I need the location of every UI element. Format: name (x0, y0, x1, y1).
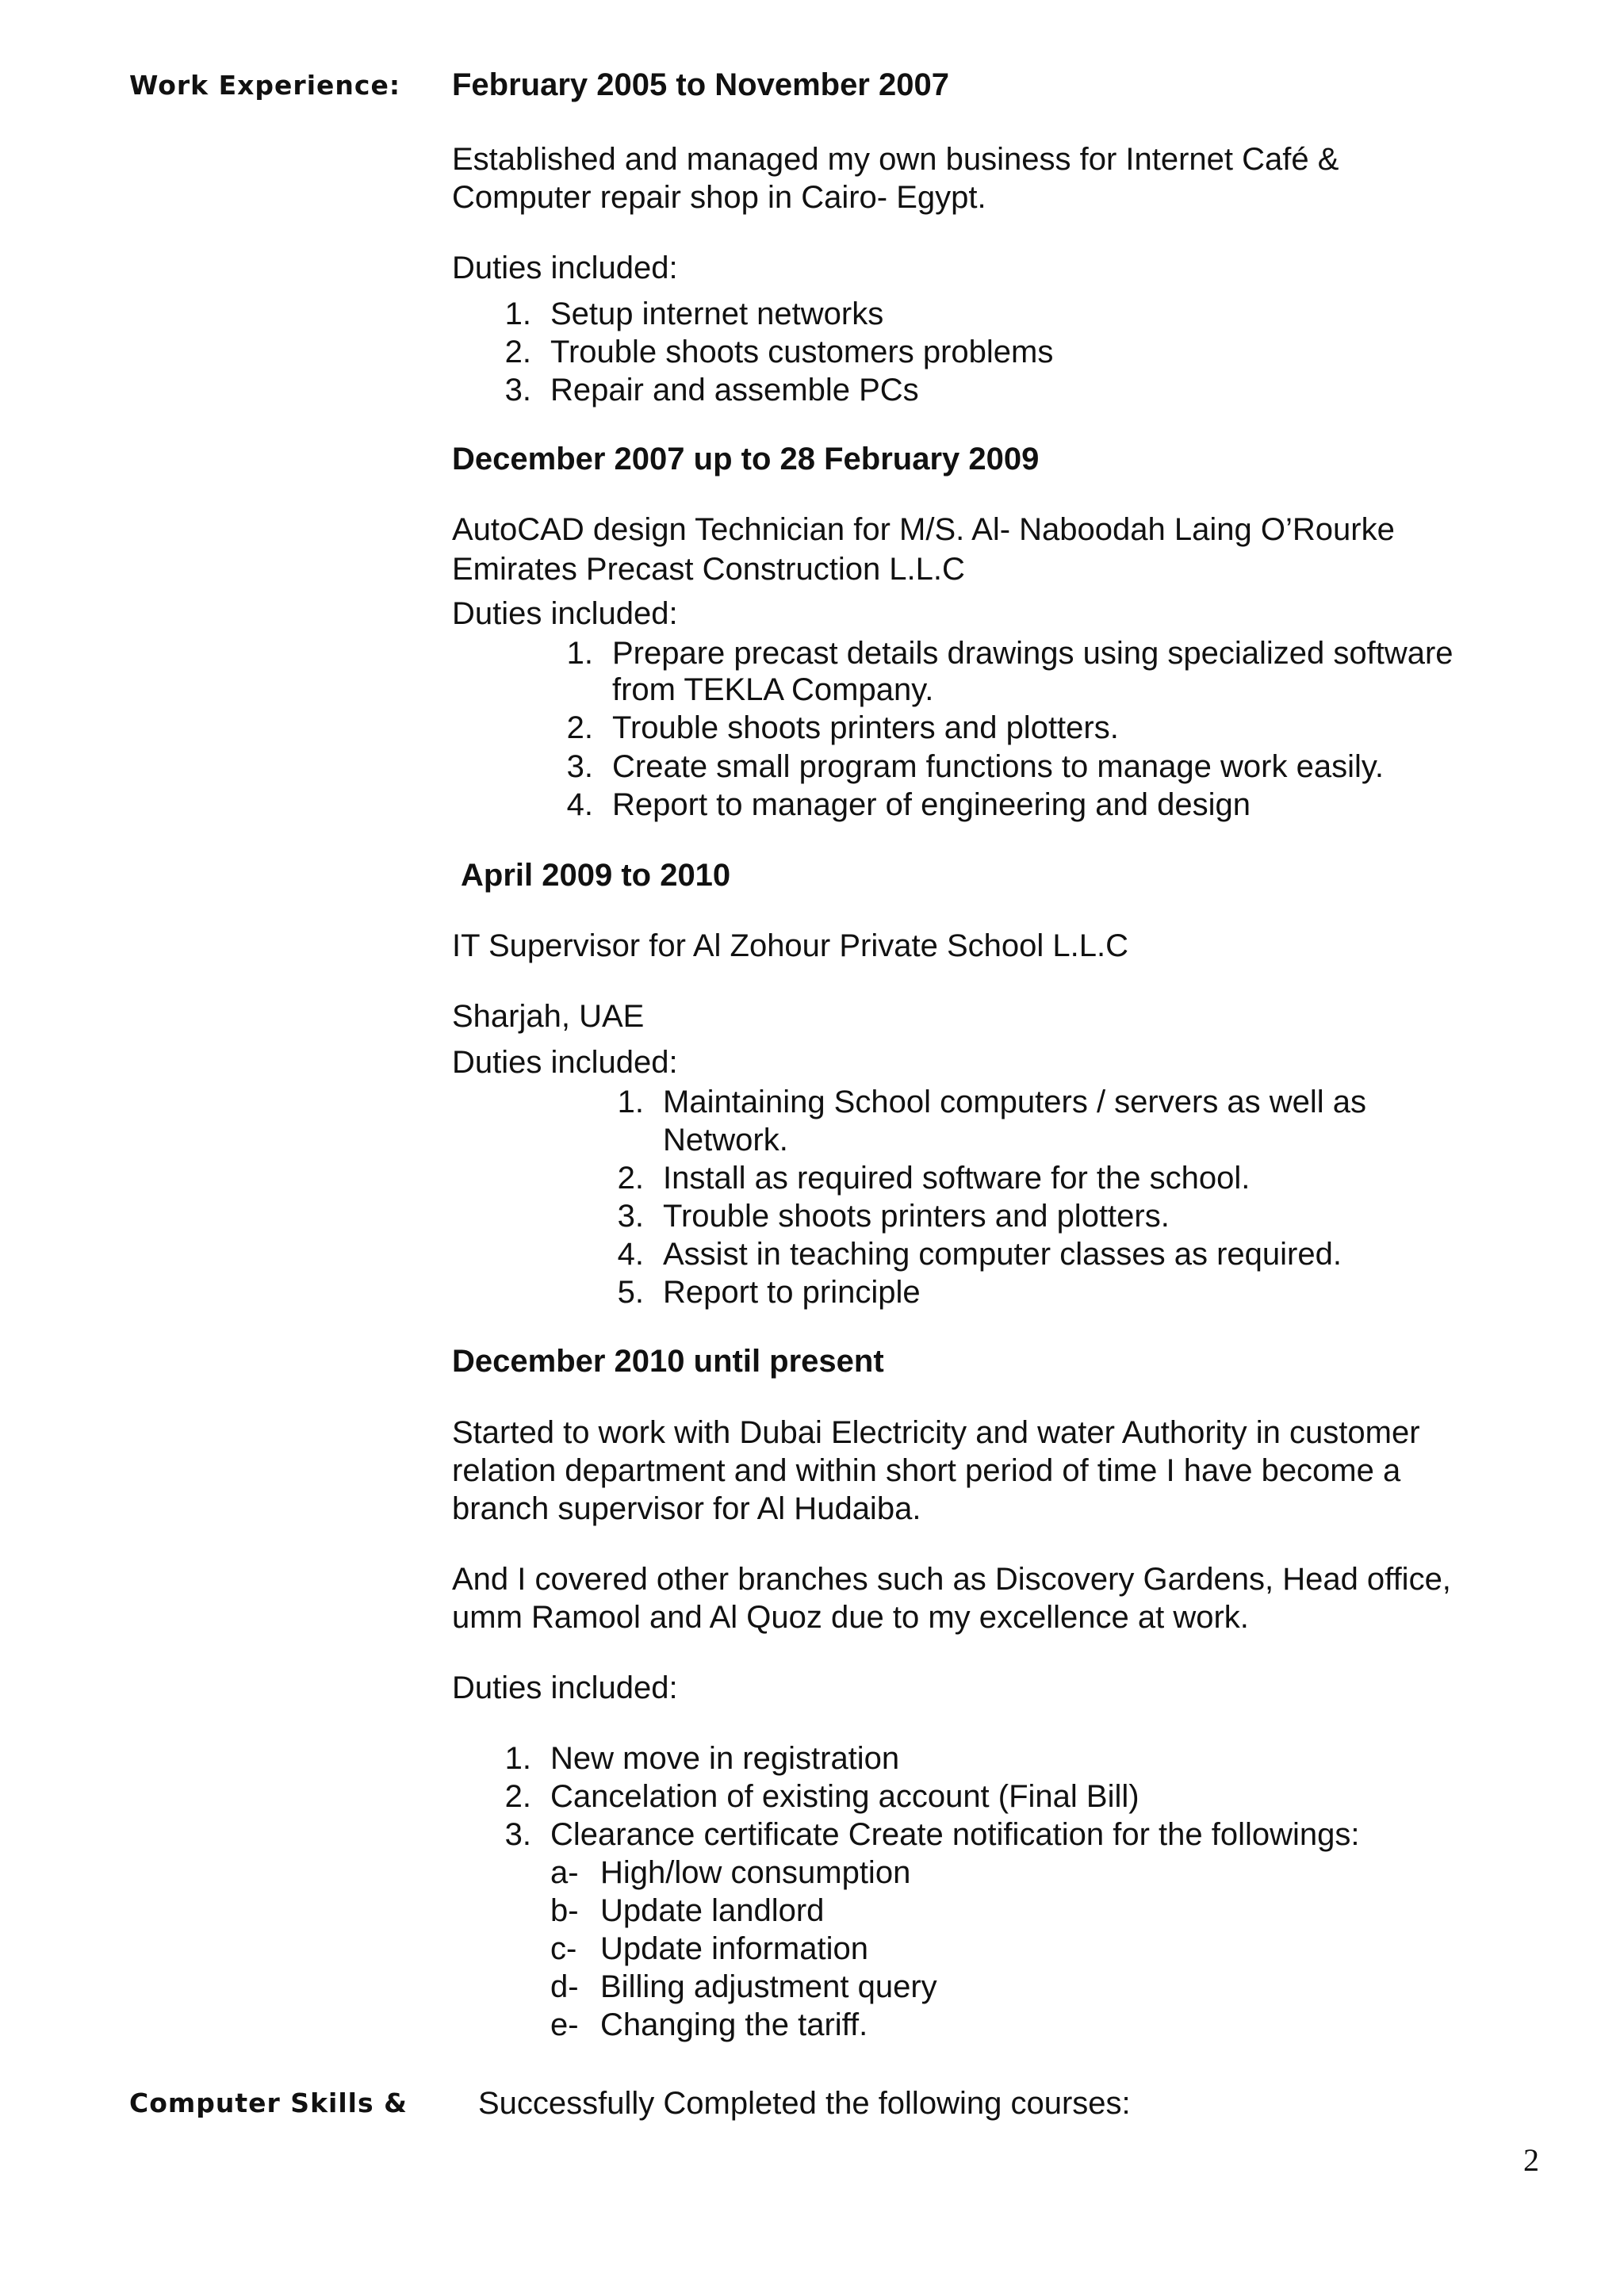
job-1-duty-1: Setup internet networks (550, 297, 884, 331)
job-3-duty-1-line-1: Maintaining School computers / servers as well as (663, 1085, 1367, 1119)
courses-intro: Successfully Completed the following courses: (478, 2086, 1131, 2121)
job-2-duty-2-number: 2. (566, 710, 593, 745)
job-3-duty-4: Assist in teaching computer classes as required. (663, 1237, 1342, 1272)
job-4-duty-2: Cancelation of existing account (Final Bill) (550, 1779, 1139, 1814)
job-1-duty-3-number: 3. (504, 373, 531, 408)
job-4-duties-label: Duties included: (452, 1670, 678, 1705)
page-number: 2 (1523, 2142, 1539, 2178)
job-2-duty-2: Trouble shoots printers and plotters. (612, 710, 1119, 745)
job-4-subduty-c-letter: c- (550, 1931, 577, 1966)
job-3-duty-2: Install as required software for the school. (663, 1161, 1251, 1196)
job-1-description-line-2: Computer repair shop in Cairo- Egypt. (452, 180, 986, 215)
job-3-period: April 2009 to 2010 (461, 858, 731, 893)
job-2-period: December 2007 up to 28 February 2009 (452, 442, 1040, 476)
job-1-duty-3: Repair and assemble PCs (550, 373, 919, 408)
job-2-duty-1-number: 1. (566, 636, 593, 671)
job-4-description-line-2: relation department and within short period of time I have become a (452, 1453, 1401, 1488)
job-2-duty-1-line-2: from TEKLA Company. (612, 672, 934, 707)
job-4-description-line-3: branch supervisor for Al Hudaiba. (452, 1491, 921, 1526)
job-4-duty-3: Clearance certificate Create notification for the followings: (550, 1817, 1360, 1852)
job-3-description-line-1: IT Supervisor for Al Zohour Private School L.L.C (452, 928, 1128, 963)
job-4-period: December 2010 until present (452, 1344, 884, 1379)
work-experience-label: Work Experience: (129, 70, 401, 101)
job-4-subduty-e: Changing the tariff. (600, 2007, 868, 2042)
job-2-description-line-2: Emirates Precast Construction L.L.C (452, 552, 965, 587)
job-4-subduty-b-letter: b- (550, 1893, 579, 1928)
job-4-duty-3-number: 3. (504, 1817, 531, 1852)
job-3-description-line-2: Sharjah, UAE (452, 999, 645, 1034)
job-1-duty-1-number: 1. (504, 297, 531, 331)
job-2-duty-3: Create small program functions to manage work easily. (612, 749, 1385, 784)
job-1-description-line-1: Established and managed my own business for Internet Café & (452, 142, 1339, 177)
job-3-duty-5-number: 5. (617, 1275, 644, 1310)
job-3-duty-5: Report to principle (663, 1275, 921, 1310)
job-4-subduty-a: High/low consumption (600, 1855, 911, 1890)
computer-skills-label: Computer Skills & (129, 2087, 408, 2118)
job-4-subduty-d-letter: d- (550, 1969, 579, 2004)
job-4-duty-1-number: 1. (504, 1741, 531, 1776)
job-4-subduty-e-letter: e- (550, 2007, 579, 2042)
job-3-duty-1-line-2: Network. (663, 1123, 788, 1158)
job-4-subduty-b: Update landlord (600, 1893, 825, 1928)
job-2-description-line-1: AutoCAD design Technician for M/S. Al- Naboodah Laing O’Rourke (452, 512, 1395, 547)
job-1-duty-2: Trouble shoots customers problems (550, 335, 1054, 369)
job-3-duty-4-number: 4. (617, 1237, 644, 1272)
job-4-description-line-5: umm Ramool and Al Quoz due to my excellence at work. (452, 1600, 1249, 1635)
job-4-subduty-a-letter: a- (550, 1855, 579, 1890)
job-2-duty-4-number: 4. (566, 787, 593, 822)
job-1-period: February 2005 to November 2007 (452, 67, 949, 102)
job-3-duty-1-number: 1. (617, 1085, 644, 1119)
job-4-description-line-1: Started to work with Dubai Electricity and water Authority in customer (452, 1415, 1420, 1450)
job-3-duty-2-number: 2. (617, 1161, 644, 1196)
job-3-duty-3: Trouble shoots printers and plotters. (663, 1199, 1170, 1234)
job-2-duty-4: Report to manager of engineering and design (612, 787, 1251, 822)
job-4-duty-1: New move in registration (550, 1741, 900, 1776)
job-2-duty-3-number: 3. (566, 749, 593, 784)
job-2-duties-label: Duties included: (452, 596, 678, 631)
job-2-duty-1-line-1: Prepare precast details drawings using specialized software (612, 636, 1454, 671)
job-4-description-line-4: And I covered other branches such as Discovery Gardens, Head office, (452, 1562, 1451, 1597)
job-4-subduty-d: Billing adjustment query (600, 1969, 937, 2004)
job-4-duty-2-number: 2. (504, 1779, 531, 1814)
job-4-subduty-c: Update information (600, 1931, 868, 1966)
job-1-duty-2-number: 2. (504, 335, 531, 369)
job-3-duty-3-number: 3. (617, 1199, 644, 1234)
job-1-duties-label: Duties included: (452, 251, 678, 285)
job-3-duties-label: Duties included: (452, 1045, 678, 1080)
